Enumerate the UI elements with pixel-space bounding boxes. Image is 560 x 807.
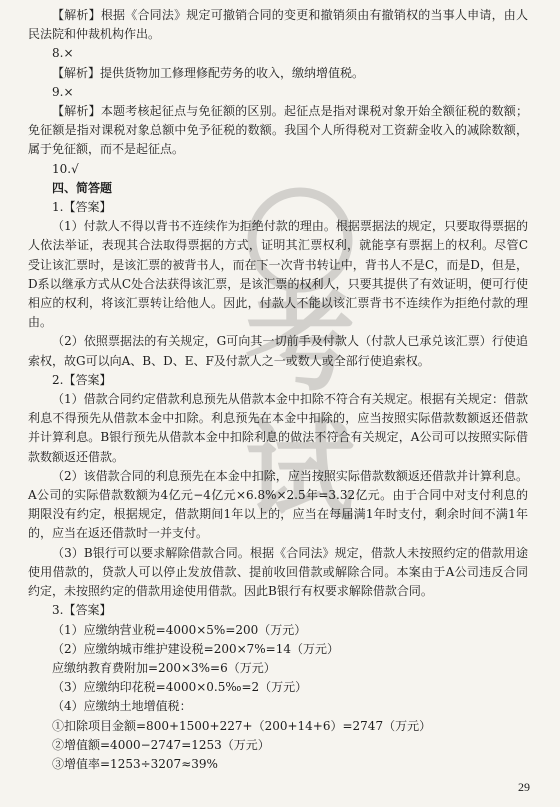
paragraph: ③增值率=1253÷3207≈39% xyxy=(52,756,218,771)
paragraph: （2）依照票据法的有关规定，G可向其一切前手及付款人（付款人已承兑该汇票）行使追索权，故G可以向A、B、D、E、F及付款人之一或数人或全部行使追索权。 xyxy=(28,334,528,368)
paragraph: （2）应缴纳城市维护建设税=200×7%=14（万元） xyxy=(52,641,340,656)
svg-text:考: 考 xyxy=(245,278,355,406)
svg-text:试: 试 xyxy=(245,408,355,536)
page-number: 29 xyxy=(518,779,530,794)
paragraph: 8.× xyxy=(52,46,74,61)
paragraph: （1）应缴纳营业税=4000×5%=200（万元） xyxy=(52,622,307,637)
paragraph: （4）应缴纳土地增值税： xyxy=(52,699,192,714)
paragraph: 【解析】本题考核起征点与免征额的区别。起征点是指对课税对象开始全额征税的数额；免征额是指对课税对象总额中免予征税的数额。我国个人所得税对工资薪金收入的减除数额，属于免征额，而不是起征点。 xyxy=(28,104,528,157)
paragraph: （3）应缴纳印花税=4000×0.5‰=2（万元） xyxy=(52,680,308,695)
paragraph: （1）借款合同约定借款利息预先从借款本金中扣除不符合有关规定。根据有关规定：借款利息不得预先从借款本金中扣除。利息预先在本金中扣除的，应当按照实际借款数额返还借款并计算利息。B银行预先从借款本金中扣除利息的做法不符合有关规定，A公司可以按照实际借款数额返还借款。 xyxy=(28,392,528,464)
paragraph: 3.【答案】 xyxy=(52,603,112,618)
paragraph: 10.√ xyxy=(52,161,79,176)
paragraph: （3）B银行可以要求解除借款合同。根据《合同法》规定，借款人未按照约定的借款用途使用借款的，贷款人可以停止发放借款、提前收回借款或解除合同。本案由于A公司违反合同约定，未按照约定的借款用途使用借款。因此B银行有权要求解除借款合同。 xyxy=(28,545,528,599)
paragraph: 9.× xyxy=(52,84,74,99)
paragraph: 2.【答案】 xyxy=(52,372,112,387)
paragraph: ①扣除项目金额=800+1500+227+（200+14+6）=2747（万元） xyxy=(52,718,432,733)
paragraph: 1.【答案】 xyxy=(52,200,112,215)
paragraph: 【解析】提供货物加工修理修配劳务的收入，缴纳增值税。 xyxy=(52,65,365,80)
paragraph: （1）付款人不得以背书不连续作为拒绝付款的理由。根据票据法的规定，只要取得票据的人依法举证，表现其合法取得票据的方式，证明其汇票权利，就能享有票据上的权利。尽管C受让该汇票时，是该汇票的被背书人，而在下一次背书转让中，背书人不是C，而是D，但是，D系以继承方式从C处合法获得该汇票，是该汇票的权利人，只要其提供了有效证明，便可行使相应的权利，将该汇票转让给他人。因此，付款人不能以该汇票背书不连续作为拒绝付款的理由。 xyxy=(28,219,528,330)
paragraph: 四、简答题 xyxy=(52,180,113,195)
paragraph: 【解析】根据《合同法》规定可撤销合同的变更和撤销须由有撤销权的当事人申请，由人民法院和仲裁机构作出。 xyxy=(28,8,528,42)
paragraph: （2）该借款合同的利息预先在本金中扣除，应当按照实际借款数额返还借款并计算利息。A公司的实际借款数额为4亿元−4亿元×6.8%×2.5年=3.32亿元。由于合同中对支付利息的期限没有约定，根据规定，借款期间1年以上的，应当在每届满1年时支付，剩余时间不满1年的，应当在返还借款时一并支付。 xyxy=(28,468,528,541)
paragraph: ②增值额=4000−2747=1253（万元） xyxy=(52,737,270,752)
document-body xyxy=(28,6,528,774)
paragraph: 应缴纳教育费附加=200×3%=6（万元） xyxy=(52,660,276,675)
